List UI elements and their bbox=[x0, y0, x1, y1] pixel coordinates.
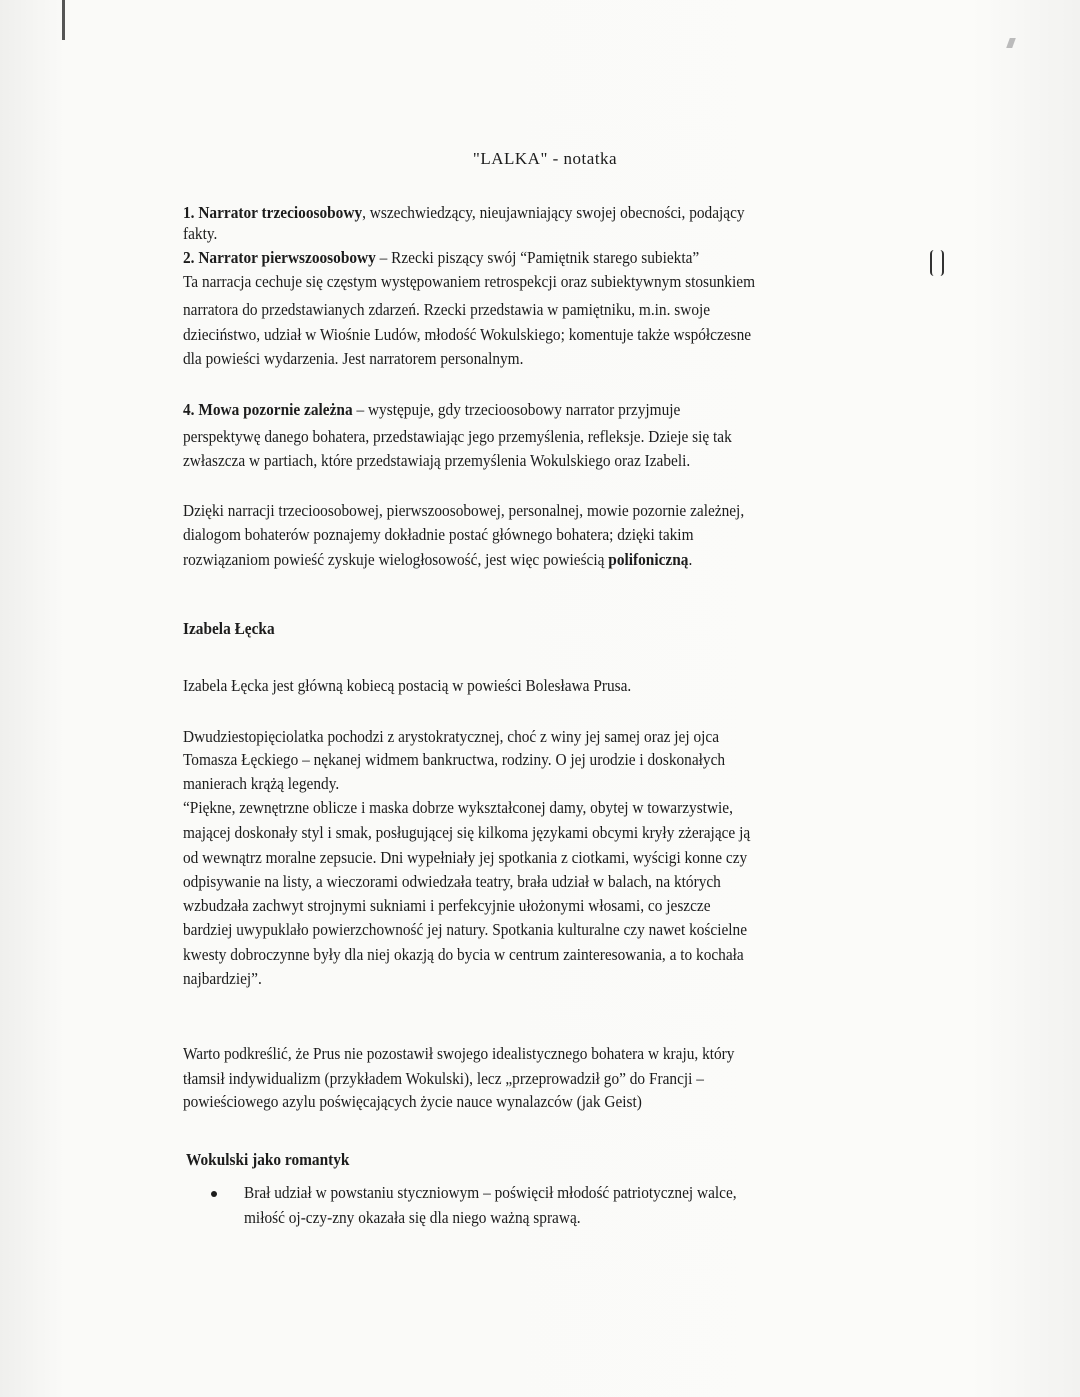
text-segment: perspektywę danego bohatera, przedstawiając jego przemyślenia, refleksje. Dzieje się tak bbox=[183, 427, 732, 446]
text-segment: “Piękne, zewnętrzne oblicze i maska dobrze wykształconej damy, obytej w towarzystwie, bbox=[183, 798, 733, 817]
text-line bbox=[183, 774, 339, 794]
section-heading: Wokulski jako romantyk bbox=[186, 1150, 350, 1169]
text-line bbox=[183, 848, 747, 868]
text-line bbox=[183, 248, 699, 268]
text-line bbox=[183, 1044, 734, 1064]
bold-term: polifoniczną bbox=[608, 550, 689, 569]
text-line bbox=[183, 896, 711, 916]
text-line bbox=[183, 945, 744, 965]
text-line bbox=[183, 224, 217, 244]
text-segment: Tomasza Łęckiego – nękanej widmem bankructwa, rodziny. O jej urodzie i doskonałych bbox=[183, 750, 726, 769]
text-segment: od wewnątrz moralne zepsucie. Dni wypełniały jej spotkania z ciotkami, wyścigi konne czy bbox=[183, 848, 748, 867]
text-line bbox=[183, 400, 680, 420]
bold-term: 1. Narrator trzecioosobowy bbox=[183, 203, 363, 222]
text-segment: Brał udział w powstaniu styczniowym – poświęcił młodość patriotycznej walce, bbox=[244, 1183, 737, 1202]
text-segment: bardziej uwypuklało powierzchowność jej natury. Spotkania kulturalne czy nawet kościelne bbox=[183, 920, 748, 939]
text-line bbox=[183, 1092, 642, 1112]
text-segment: – Rzecki piszący swój “Pamiętnik starego subiekta” bbox=[375, 248, 700, 267]
text-line bbox=[183, 920, 747, 940]
text-segment: Dwudziestopięciolatka pochodzi z arystokratycznej, choć z winy jej samej oraz jej ojca bbox=[183, 727, 720, 746]
text-segment: wzbudzała zachwyt strojnymi sukniami i perfekcyjnie ułożonymi włosami, co jeszcze bbox=[183, 896, 711, 915]
text-line bbox=[244, 1208, 581, 1228]
text-line bbox=[183, 525, 694, 545]
text-segment: dla powieści wydarzenia. Jest narratorem personalnym. bbox=[183, 349, 524, 368]
text-line bbox=[183, 203, 745, 223]
document-title: "LALKA" - notatka bbox=[472, 149, 618, 168]
text-line bbox=[183, 427, 732, 447]
text-segment: Warto podkreślić, że Prus nie pozostawił swojego idealistycznego bohatera w kraju, który bbox=[183, 1044, 735, 1063]
text-line bbox=[183, 300, 710, 320]
text-segment: narratora do przedstawianych zdarzeń. Rzecki przedstawia w pamiętniku, m.in. swoje bbox=[183, 300, 711, 319]
bold-term: 4. Mowa pozornie zależna bbox=[183, 400, 353, 419]
text-segment: Ta narracja cechuje się częstym występowaniem retrospekcji oraz subiektywnym stosunkiem bbox=[183, 272, 756, 291]
text-line bbox=[183, 969, 262, 989]
text-line bbox=[183, 798, 733, 818]
text-line bbox=[183, 325, 751, 345]
text-segment: kwesty dobroczynne były dla niej okazją do bycia w centrum zainteresowania, a to kochała bbox=[183, 945, 744, 964]
text-segment: manierach krążą legendy. bbox=[183, 774, 340, 793]
text-segment: , wszechwiedzący, nieujawniający swojej obecności, podający bbox=[362, 203, 745, 222]
handwritten-margin-mark bbox=[930, 250, 944, 276]
text-segment: tłamsił indywidualizm (przykładem Wokulski), lecz „przeprowadził go” do Francji – bbox=[183, 1069, 704, 1088]
text-segment: zwłaszcza w partiach, które przedstawiają przemyślenia Wokulskiego oraz Izabeli. bbox=[183, 451, 691, 470]
text-line bbox=[183, 272, 755, 292]
text-segment: mającej doskonały styl i smak, posługującej się kilkoma językami obcymi kryły zżerające ją bbox=[183, 823, 751, 842]
text-segment: fakty. bbox=[183, 224, 218, 243]
text-segment: Dzięki narracji trzecioosobowej, pierwszoosobowej, personalnej, mowie pozornie zależnej, bbox=[183, 501, 745, 520]
bullet-icon bbox=[211, 1191, 217, 1197]
scan-corner-mark bbox=[1006, 38, 1016, 48]
text-line bbox=[183, 823, 750, 843]
text-segment: najbardziej”. bbox=[183, 969, 262, 988]
text-segment: Izabela Łęcka jest główną kobiecą postacią w powieści Bolesława Prusa. bbox=[183, 676, 632, 695]
text-segment: rozwiązaniom powieść zyskuje wielogłosowość, jest więc powieścią bbox=[183, 550, 609, 569]
text-line bbox=[183, 501, 744, 521]
scan-edge-mark bbox=[62, 0, 65, 40]
section-heading: Izabela Łęcka bbox=[183, 619, 275, 638]
text-segment: miłość oj-czy-zny okazała się dla niego ważną sprawą. bbox=[244, 1208, 581, 1227]
text-segment: – występuje, gdy trzecioosobowy narrator przyjmuje bbox=[352, 400, 681, 419]
text-line bbox=[183, 872, 721, 892]
text-line bbox=[183, 727, 719, 747]
text-line bbox=[183, 451, 690, 471]
bold-term: 2. Narrator pierwszoosobowy bbox=[183, 248, 376, 267]
text-line bbox=[183, 676, 631, 696]
text-line bbox=[183, 550, 692, 570]
text-segment: odpisywanie na listy, a wieczorami odwiedzała teatry, brała udział w balach, na których bbox=[183, 872, 721, 891]
text-segment: dialogom bohaterów poznajemy dokładnie postać głównego bohatera; dzięki takim bbox=[183, 525, 694, 544]
text-line bbox=[183, 349, 523, 369]
text-segment: dzieciństwo, udział w Wiośnie Ludów, młodość Wokulskiego; komentuje także współczesne bbox=[183, 325, 752, 344]
text-segment: . bbox=[688, 550, 693, 569]
text-line bbox=[183, 750, 725, 770]
text-line bbox=[183, 1069, 704, 1089]
text-line bbox=[244, 1183, 737, 1203]
text-segment: powieściowego azylu poświęcających życie nauce wynalazców (jak Geist) bbox=[183, 1092, 642, 1111]
